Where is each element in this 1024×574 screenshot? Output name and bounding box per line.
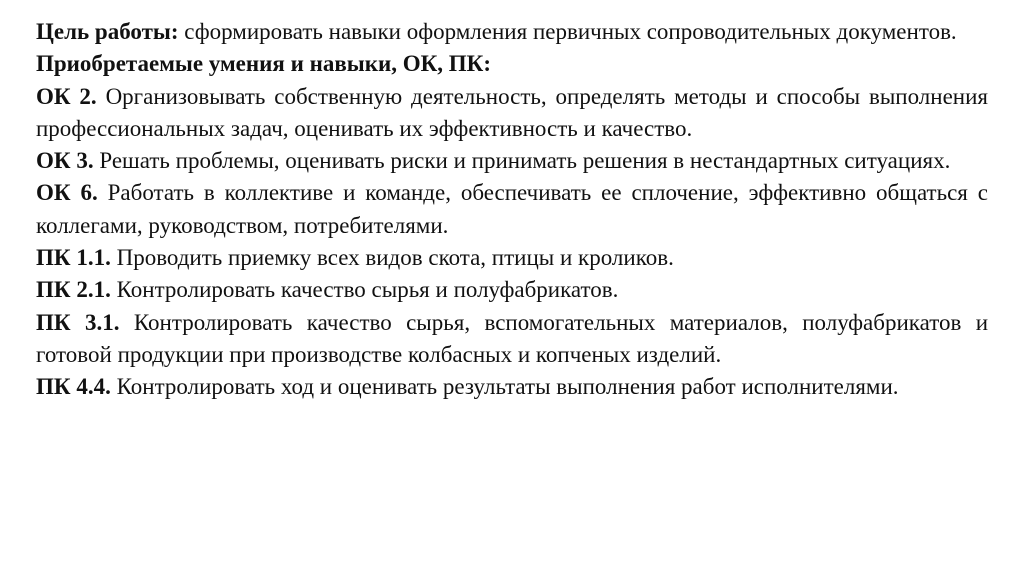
competency-item — [36, 81, 988, 146]
competency-code: ОК 6. — [36, 180, 98, 206]
goal-label: Цель работы: — [36, 19, 179, 44]
competency-code: ОК 2. — [36, 83, 97, 109]
competency-code: ПК 3.1. — [36, 309, 120, 335]
competency-code: ПК 1.1. — [36, 245, 111, 271]
competency-text: Контролировать качество сырья, вспомогательных материалов, полуфабрикатов и готовой продукции при производстве колбасных и копченых изделий. — [36, 309, 988, 367]
competency-code: ПК 2.1. — [36, 277, 111, 303]
competency-code: ПК 4.4. — [36, 374, 111, 400]
competency-item — [36, 145, 988, 177]
competency-text: Контролировать ход и оценивать результаты выполнения работ исполнителями. — [116, 374, 899, 400]
competency-item — [36, 274, 988, 306]
goal-paragraph — [36, 16, 988, 48]
goal-text: сформировать навыки оформления первичных сопроводительных документов. — [184, 19, 957, 44]
competency-text: Проводить приемку всех видов скота, птицы и кроликов. — [116, 245, 674, 271]
competency-text: Работать в коллективе и команде, обеспечивать ее сплочение, эффективно общаться с коллегами, руководством, потребителями. — [36, 180, 988, 238]
competency-text: Контролировать качество сырья и полуфабрикатов. — [116, 277, 619, 303]
competency-item — [36, 242, 988, 274]
competency-text: Решать проблемы, оценивать риски и принимать решения в нестандартных ситуациях. — [99, 148, 951, 174]
competency-text: Организовывать собственную деятельность, определять методы и способы выполнения профессиональных задач, оценивать их эффективность и качество. — [36, 83, 988, 141]
competency-item — [36, 371, 988, 403]
competency-code: ОК 3. — [36, 148, 94, 174]
competency-item — [36, 307, 988, 372]
competency-item — [36, 177, 988, 242]
skills-heading: Приобретаемые умения и навыки, ОК, ПК: — [36, 51, 492, 77]
